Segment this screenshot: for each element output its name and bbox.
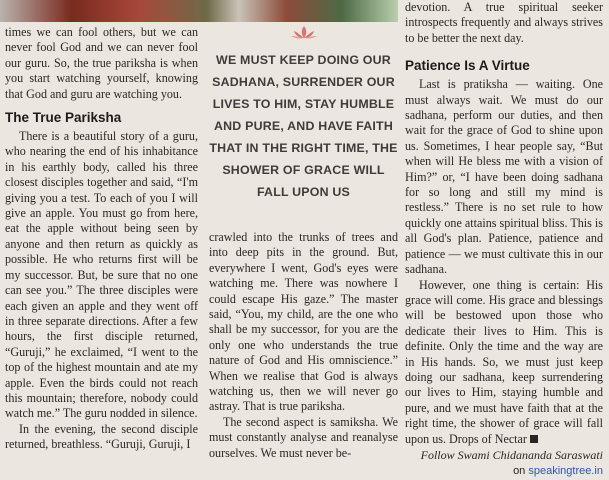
site-prefix: on <box>513 465 526 478</box>
paragraph: crawled into the trunks of trees and into deep pits in the ground. But, everywhere I went, God's eyes were watching me. There was nowhere I could escape His gaze.” The master said, “You, my child, are the one who shall be my successor, for you are the only one who understands the true nature of God and His omniscience.” When we realise that God is always watching us, then we will never go astray. That is true pariksha. <box>209 230 398 414</box>
pull-quote-text: WE MUST KEEP DOING OUR SADHANA, SURRENDER OUR LIVES TO HIM, STAY HUMBLE AND PURE, AND HAVE FAITH THAT IN THE RIGHT TIME, THE SHOWER OF GRACE WILL FALL UPON US <box>209 53 398 199</box>
site-credit <box>405 464 603 479</box>
paragraph <box>405 278 603 447</box>
paragraph: There is a beautiful story of a guru, who nearing the end of his inhabitance in his earthly body, called his three closest disciples together and said, “I'm giving you a test. To each of you I will give an apple. You must go from here, eat the apple without being seen by anyone and then return as quickly as possible. He who returns first will be my successor. But, be sure that no one can see you.” The three disciples were each given an apple and they went off in three separate directions. After a few hours, the first disciple returned, “Guruji,” he exclaimed, “I went to the top of the highest mountain and ate my apple. Even the birds could not reach this mountain; therefore, nobody could watch me.” The guru nodded in silence. <box>5 129 198 421</box>
heading-patience-is-a-virtue: Patience Is A Virtue <box>405 58 530 74</box>
site-link[interactable]: speakingtree.in <box>528 465 603 478</box>
paragraph: Last is pratiksha — waiting. One must always wait. We must do our sadhana, perform our duties, and then wait for the grace of God to shine upon us. Sometimes, I hear people say, “But when will He bless me with a vision of Him?” or, “I have been doing sadhana for so long and still my mind is restless.” There is no set rule to how quickly one attains spiritual bliss. This is all God's plan. Patience, patience and patience — we must cultivate this in our sadhana. <box>405 77 603 277</box>
signoff-text: Drops of Nectar <box>449 431 527 446</box>
heading-true-pariksha: The True Pariksha <box>5 110 122 126</box>
column-left <box>5 25 198 453</box>
lotus-icon <box>291 25 317 39</box>
pull-quote <box>209 25 398 223</box>
author-credit: Follow Swami Chidananda Saraswati <box>420 447 603 462</box>
paragraph-text: However, one thing is certain: His grace will come. His grace and blessings will be bestowed upon those who dedicate their lives to Him. This is definite. Only the time and the way are in His hands. So, we must just keep doing our sadhana, keep surrendering our lives to Him, staying humble and pure, and we must have faith that at the right time, the shower of grace will fall upon us. <box>405 277 603 446</box>
column-left-intro: times we can fool others, but we can never fool God and we can never fool our guru. So, the true pariksha is when you start watching yourself, knowing that God and guru are watching you. <box>5 25 198 101</box>
square-icon <box>530 435 538 443</box>
column-right <box>405 0 603 480</box>
column-middle <box>209 230 398 461</box>
paragraph: In the evening, the second disciple returned, breathless. “Guruji, Guruji, I <box>5 421 198 452</box>
top-photo-strip <box>0 0 398 22</box>
paragraph: The second aspect is samiksha. We must constantly analyse and reanalyse ourselves. We must never be- <box>209 414 398 460</box>
column-right-intro: devotion. A true spiritual seeker introspects frequently and always strives to be better the next day. <box>405 0 603 45</box>
